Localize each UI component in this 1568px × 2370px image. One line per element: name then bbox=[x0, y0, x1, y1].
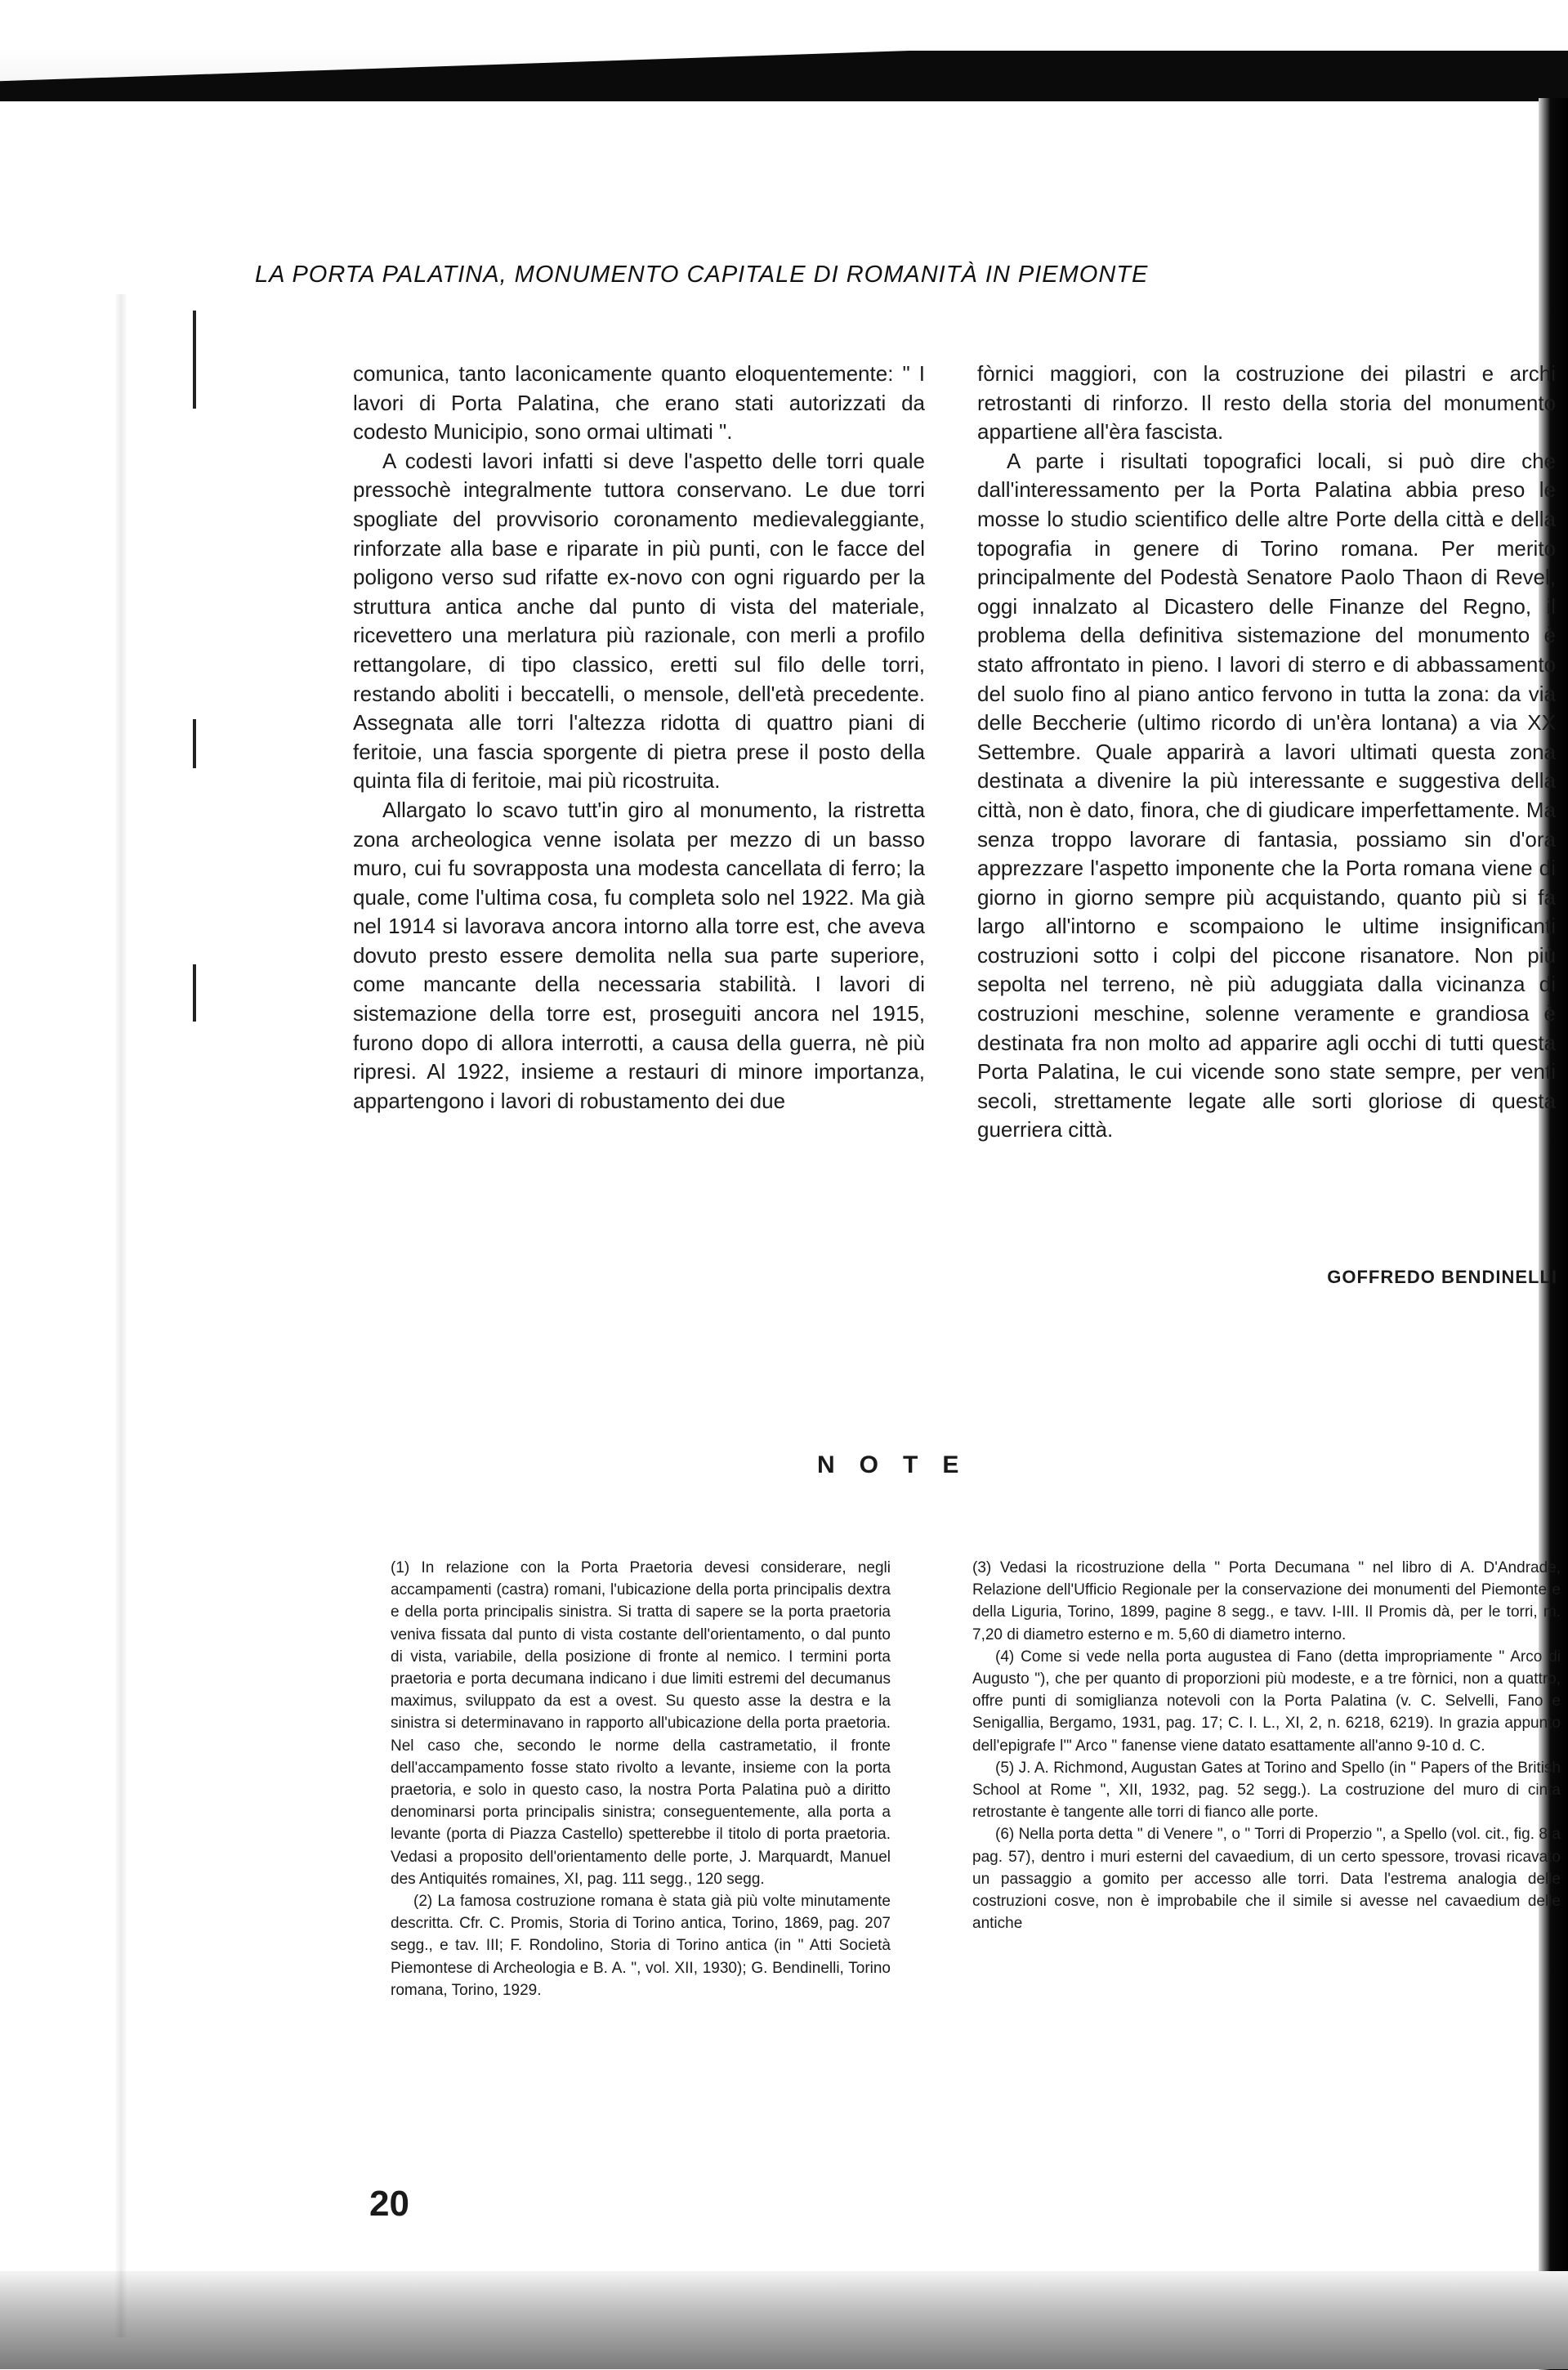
footnote: (3) Vedasi la ricostruzione della " Porta Decumana " nel libro di A. D'Andrade, Relazione dell'Ufficio Regionale per la conservazione dei monumenti del Piemonte e della Liguria, Torino, 1899, pagine 8 segg., e tavv. I-III. Il Promis dà, per le torri, m. 7,20 di diametro esterno e m. 5,60 di diametro interno. bbox=[972, 1559, 1561, 1643]
author-signature: GOFFREDO BENDINELLI bbox=[1327, 1267, 1557, 1287]
binding-mark bbox=[193, 311, 196, 409]
page-number: 20 bbox=[369, 2184, 409, 2224]
paragraph: comunica, tanto laconicamente quanto eloquentemente: " I lavori di Porta Palatina, che erano stati autorizzati da codesto Municipio, sono ormai ultimati ". bbox=[353, 361, 925, 445]
binding-mark bbox=[193, 719, 196, 768]
paragraph: A codesti lavori infatti si deve l'aspetto delle torri quale pressochè integralmente tuttora conservano. Le due torri spogliate del provvisorio coronamento medievaleggiante, rinforzate alla base e riparate in più punti, con le facce del poligono verso sud rifatte ex-novo con ogni riguardo per la struttura antica anche dal punto di vista del materiale, ricevettero una merlatura più razionale, con merli a profilo rettangolare, di tipo classico, eretti sul filo delle torri, restando aboliti i beccatelli, o mensole, dell'età precedente. Assegnata alle torri l'altezza ridotta di quattro piani di feritoie, una fascia sporgente di pietra prese il posto della quinta fila di feritoie, mai più ricostruita. bbox=[353, 448, 925, 794]
footnote: (1) In relazione con la Porta Praetoria devesi considerare, negli accampamenti (castra) romani, l'ubicazione della porta principalis dextra e della porta principalis sinistra. Si tratta di sapere se la porta praetoria veniva fissata dal punto di vista costante dell'orientamento, o dal punto di vista, variabile, della posizione di fronte al nemico. I termini porta praetoria e porta decumana indicano i due limiti estremi del decumanus maximus, sviluppato da est a ovest. Su questo asse la destra e la sinistra si determinavano in rapporto all'ubicazione della porta praetoria. Nel caso che, secondo le norme della castrametatio, il fronte dell'accampamento fosse stato rivolto a levante, insieme con la porta praetoria, e solo in questo caso, la nostra Porta Palatina può a diritto denominarsi porta principalis sinistra; conseguentemente, alla porta a levante (porta di Piazza Castello) spetterebbe il titolo di porta praetoria. Vedasi a proposito dell'orientamento delle porte, J. Marquardt, Manuel des Antiquités romaines, XI, pag. 111 segg., 120 segg. bbox=[391, 1559, 891, 1888]
footnote: (4) Come si vede nella porta augustea di Fano (detta impropriamente " Arco di Augusto "), che per quanto di proporzioni più modeste, e a tre fòrnici, non a quattro, offre punti di somiglianza notevoli con la Porta Palatina (v. C. Selvelli, Fano e Senigallia, Bergamo, 1931, pag. 17; C. I. L., XI, 2, n. 6218, 6219). In grazia appunto dell'epigrafe l'" Arco " fanense viene datato esattamente all'anno 9-10 d. C. bbox=[972, 1648, 1561, 1755]
footnote: (5) J. A. Richmond, Augustan Gates at Torino and Spello (in " Papers of the British School at Rome ", XII, 1932, pag. 52 segg.). La costruzione del muro di cinta retrostante è tangente alle torri di fianco alle porte. bbox=[972, 1759, 1561, 1822]
paragraph: fòrnici maggiori, con la costruzione dei pilastri e archi retrostanti di rinforzo. Il resto della storia del monumento appartiene all'èra fascista. bbox=[977, 361, 1556, 445]
footnote: (2) La famosa costruzione romana è stata già più volte minutamente descritta. Cfr. C. Promis, Storia di Torino antica, Torino, 1869, pag. 207 segg., e tav. III; F. Rondolino, Storia di Torino antica (in " Atti Società Piemontese di Archeologia e B. A. ", vol. XII, 1930); G. Bendinelli, Torino romana, Torino, 1929. bbox=[391, 1893, 891, 1999]
binding-mark bbox=[193, 964, 196, 1022]
paragraph: A parte i risultati topografici locali, si può dire che dall'interessamento per la Porta Palatina abbia preso le mosse lo studio scientifico delle altre Porte della città e della topografia in genere di Torino romana. Per merito principalmente del Podestà Senatore Paolo Thaon di Revel, oggi innalzato al Dicastero delle Finanze del Regno, il problema della definitiva sistemazione del monumento è stato affrontato in pieno. I lavori di sterro e di abbassamento del suolo fino al piano antico fervono in tutta la zona: da via delle Beccherie (ultimo ricordo di un'èra lontana) a via XX Settembre. Quale apparirà a lavori ultimati questa zona destinata a divenire la più interessante e suggestiva della città, non è dato, finora, che di giudicare imperfettamente. Ma senza troppo lavorare di fantasia, possiamo sin d'ora apprezzare l'aspetto imponente che la Porta romana viene di giorno in giorno sempre più acquistando, quanto più si fa largo all'intorno e scompaiono le ultime insignificanti costruzioni sotto i colpi del piccone risanatore. Non più sepolta nel terreno, nè più aduggiata dalla vicinanza di costruzioni meschine, solenne veramente e grandiosa è destinata fra non molto ad apparire agli occhi di tutti questa Porta Palatina, le cui vicende sono state sempre, per venti secoli, strettamente legate alle sorti gloriose di questa guerriera città. bbox=[977, 448, 1556, 1143]
body-column-right bbox=[977, 360, 1556, 1145]
notes-column-right bbox=[972, 1557, 1561, 1934]
notes-column-left bbox=[391, 1557, 891, 2001]
photo-frame-bottom bbox=[0, 2271, 1568, 2369]
notes-heading: NOTE bbox=[817, 1451, 984, 1478]
running-head: LA PORTA PALATINA, MONUMENTO CAPITALE DI ROMANITÀ IN PIEMONTE bbox=[255, 262, 1149, 288]
page-binding-shadow bbox=[114, 294, 127, 2337]
body-column-left bbox=[353, 360, 925, 1116]
paragraph: Allargato lo scavo tutt'in giro al monumento, la ristretta zona archeologica venne isolata per mezzo di un basso muro, cui fu sovrapposta una modesta cancellata di ferro; la quale, come l'ultima cosa, fu completa solo nel 1922. Ma già nel 1914 si lavorava ancora intorno alla torre est, che aveva dovuto presto essere demolita nella sua parte superiore, come mancante della necessaria stabilità. I lavori di sistemazione della torre est, proseguiti ancora nel 1915, furono dopo di allora interrotti, a causa della guerra, nè più ripresi. Al 1922, insieme a restauri di minore importanza, appartengono i lavori di robustamento dei due bbox=[353, 797, 925, 1113]
footnote: (6) Nella porta detta " di Venere ", o " Torri di Properzio ", a Spello (vol. cit., fig. 8 a pag. 57), dentro i muri esterni del cavaedium, di un certo spessore, trovasi ricavato un passaggio a gomito per accesso alle torri. Data l'estrema analogia delle costruzioni cosve, non è improbabile che il simile si avesse nel cavaedium delle antiche bbox=[972, 1826, 1561, 1933]
